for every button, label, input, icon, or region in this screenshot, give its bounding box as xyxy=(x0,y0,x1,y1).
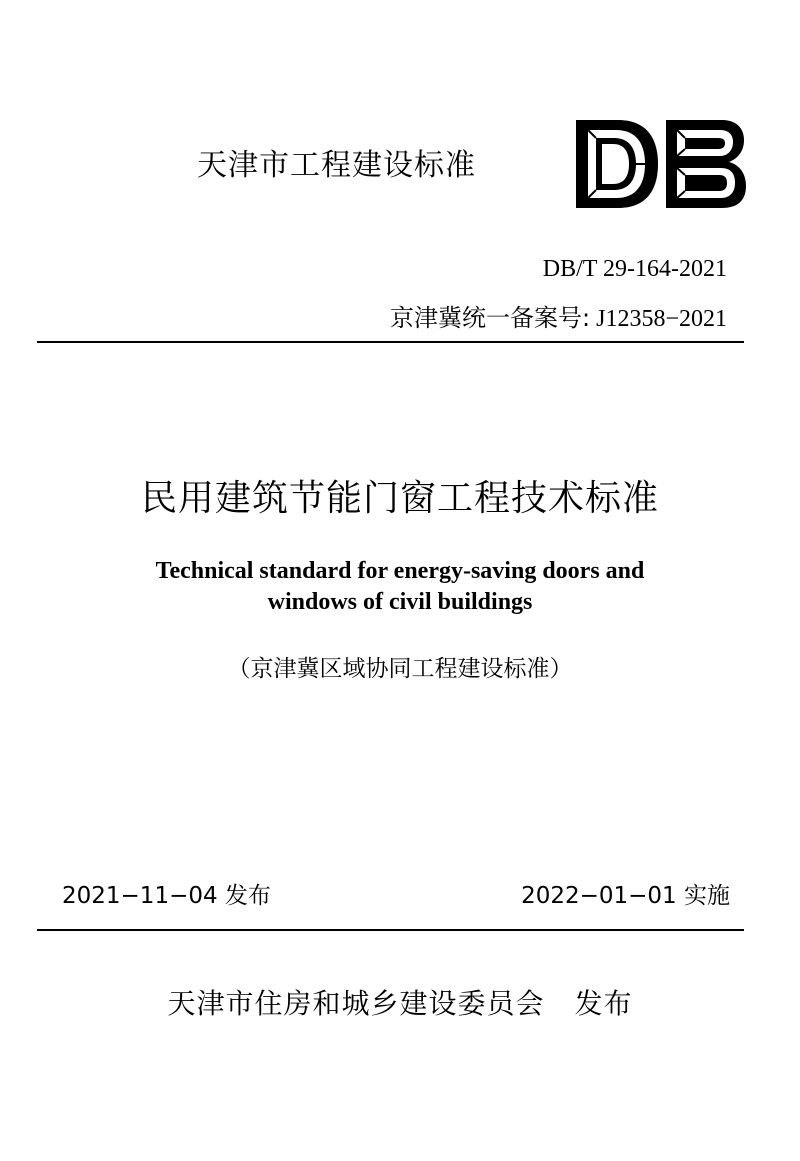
publisher-action: 发布 xyxy=(574,987,633,1020)
implementation-date: 2022−01−01 实施 xyxy=(521,883,730,909)
divider-bottom xyxy=(37,929,744,931)
record-number-value: J12358−2021 xyxy=(590,306,727,332)
chinese-subtitle: （京津冀区域协同工程建设标准） xyxy=(227,656,573,682)
publisher-name: 天津市住房和城乡建设委员会 xyxy=(167,987,545,1020)
db-logo-letter-d xyxy=(576,120,658,208)
issue-date: 2021−11−04 发布 xyxy=(62,883,271,909)
english-title-line-2: windows of civil buildings xyxy=(267,589,533,615)
standard-number: DB/T 29-164-2021 xyxy=(542,256,727,282)
record-number-line xyxy=(390,298,727,333)
publisher-line xyxy=(0,982,800,1022)
english-title xyxy=(0,556,800,618)
db-logo-letter-b xyxy=(666,120,746,208)
db-logo xyxy=(574,118,748,210)
divider-top xyxy=(37,341,744,343)
english-title-line-1: Technical standard for energy-saving doors and xyxy=(155,558,645,584)
header-org-title: 天津市工程建设标准 xyxy=(197,148,476,183)
chinese-title: 民用建筑节能门窗工程技术标准 xyxy=(140,478,659,519)
record-number-label: 京津冀统一备案号: xyxy=(390,304,591,332)
